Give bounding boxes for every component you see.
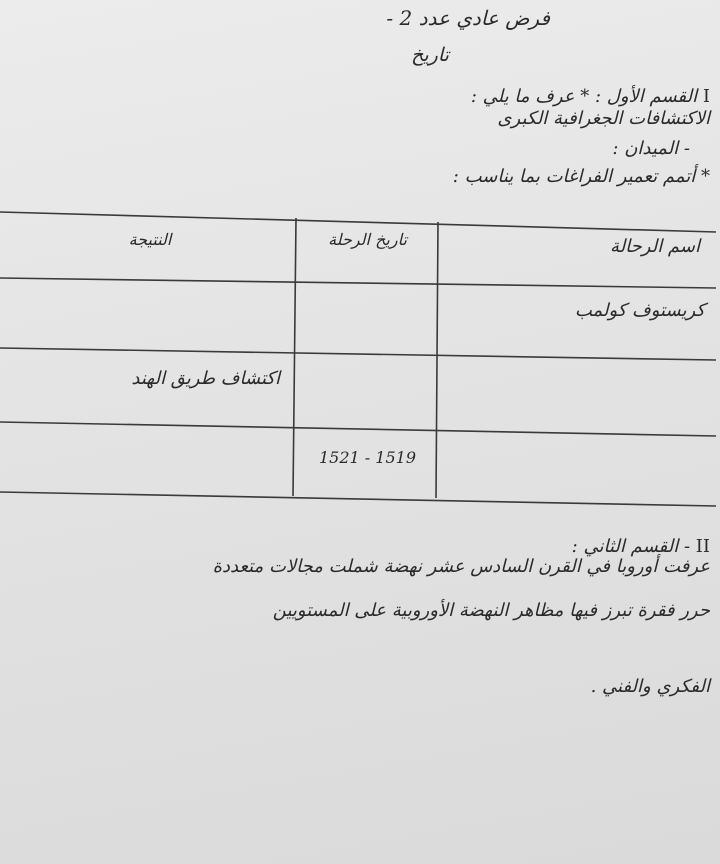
part2-label (460, 536, 710, 557)
row3-trip-date: 1521 - 1519 (318, 448, 416, 467)
part1-label (380, 86, 710, 107)
row2-result: اكتشاف طريق الهند (131, 368, 280, 389)
row1-traveler-name: كريستوف كولمب (574, 300, 705, 321)
subject-title: تاريخ (411, 44, 449, 66)
part1-numeral: I (702, 86, 710, 107)
header-trip-date: تاريخ الرحلة (328, 230, 407, 249)
part1-domain: - الميدان : (612, 138, 690, 159)
part2-line3: الفكري والفني . (590, 676, 710, 697)
header-result: النتيجة (128, 230, 172, 249)
part2-text: - القسم الثاني : (571, 536, 691, 557)
header-traveler-name: اسم الرحالة (610, 236, 700, 257)
part2-line2: حرر فقرة تبرز فيها مظاهر النهضة الأوروبية على المستويين (272, 600, 710, 621)
part2-line1: عرفت أوروبا في القرن السادس عشر نهضة شملت مجالات متعددة (212, 556, 710, 577)
part1-term (90, 108, 710, 129)
assignment-title: فرض عادي عدد 2 - (386, 6, 550, 30)
part1-text: القسم الأول : * عرف ما يلي : (470, 86, 698, 107)
part2-numeral: II (695, 536, 710, 557)
part1-instruction: * أتمم تعمير الفراغات بما يناسب : (452, 166, 710, 187)
term-text: الاكتشافات الجغرافية الكبرى (497, 108, 710, 129)
